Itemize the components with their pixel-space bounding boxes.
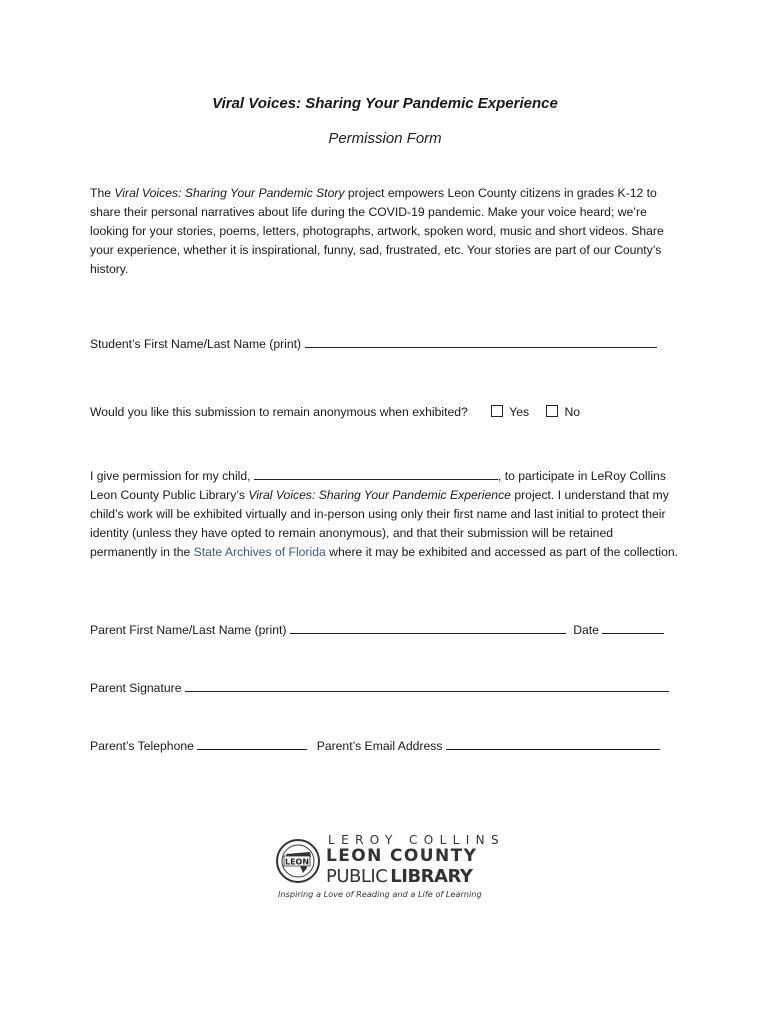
parent-signature-field[interactable]: [185, 680, 669, 692]
parent-email-field[interactable]: [446, 738, 660, 750]
date-label: Date: [573, 623, 599, 637]
parent-email-label: Parent’s Email Address: [316, 739, 443, 753]
intro-project-name: Viral Voices: Sharing Your Pandemic Story: [114, 186, 345, 200]
parent-contact-row: [90, 738, 660, 753]
parent-signature-label: Parent Signature: [90, 681, 182, 695]
permission-text-2: , to participate in LeRoy Collins Leon County Public Library’s: [90, 469, 666, 502]
yes-checkbox[interactable]: [491, 405, 503, 417]
no-label: No: [564, 405, 581, 419]
logo-line-public-library: [326, 866, 472, 887]
form-title: Viral Voices: Sharing Your Pandemic Experience: [212, 95, 558, 112]
logo-tagline: Inspiring a Love of Reading and a Life of Learning: [278, 889, 482, 899]
anonymous-question: Would you like this submission to remain anonymous when exhibited?: [90, 405, 468, 419]
intro-text-start: The: [90, 186, 115, 200]
form-subtitle: Permission Form: [328, 130, 442, 147]
permission-paragraph: [90, 467, 680, 562]
library-logo: [276, 833, 506, 901]
anonymous-row: [90, 405, 580, 419]
intro-paragraph: [90, 184, 680, 279]
logo-line-leon-county: LEON COUNTY: [326, 846, 478, 866]
student-name-field[interactable]: [305, 336, 657, 348]
parent-name-field[interactable]: [290, 622, 566, 634]
child-name-field[interactable]: [254, 468, 498, 480]
student-name-label: Student’s First Name/Last Name (print): [90, 337, 302, 351]
logo-line-leroy-collins: LEROY COLLINS: [328, 833, 506, 847]
parent-name-row: [90, 622, 664, 637]
parent-telephone-field[interactable]: [197, 738, 307, 750]
permission-text-4: where it may be exhibited and accessed as part of the collection.: [325, 545, 679, 559]
no-checkbox[interactable]: [546, 405, 558, 417]
parent-signature-row: [90, 680, 669, 695]
parent-name-label: Parent First Name/Last Name (print): [90, 623, 287, 637]
yes-option[interactable]: [491, 405, 529, 419]
county-seal-icon: [276, 835, 320, 887]
logo-public: PUBLIC: [326, 866, 388, 887]
seal-text: LEON: [284, 857, 310, 867]
yes-label: Yes: [509, 405, 530, 419]
permission-text-1: I give permission for my child,: [90, 469, 254, 483]
date-field[interactable]: [602, 622, 664, 634]
logo-library: LIBRARY: [390, 866, 473, 887]
intro-text-rest: project empowers Leon County citizens in grades K-12 to share their personal narratives about life during the COVID-19 pandemic. Make your voice heard; we’re looking for your stories, poems, letters, photographs, artwork, spoken word, music and short videos. Share your experience, whether it is inspirational, funny, sad, frustrated, etc. Your stories are part of our County’s history.: [90, 186, 664, 276]
state-archives-link[interactable]: State Archives of Florida: [193, 545, 326, 559]
permission-text-3: project. I understand that my child’s work will be exhibited virtually and in-person using only their first name and last initial to protect their identity (unless they have opted to remain anonymous), and that their submission will be retained permanently in the: [90, 488, 669, 559]
permission-project-name: Viral Voices: Sharing Your Pandemic Experience: [248, 488, 511, 502]
parent-telephone-label: Parent’s Telephone: [90, 739, 194, 753]
no-option[interactable]: [546, 405, 580, 419]
student-name-row: [90, 336, 657, 351]
